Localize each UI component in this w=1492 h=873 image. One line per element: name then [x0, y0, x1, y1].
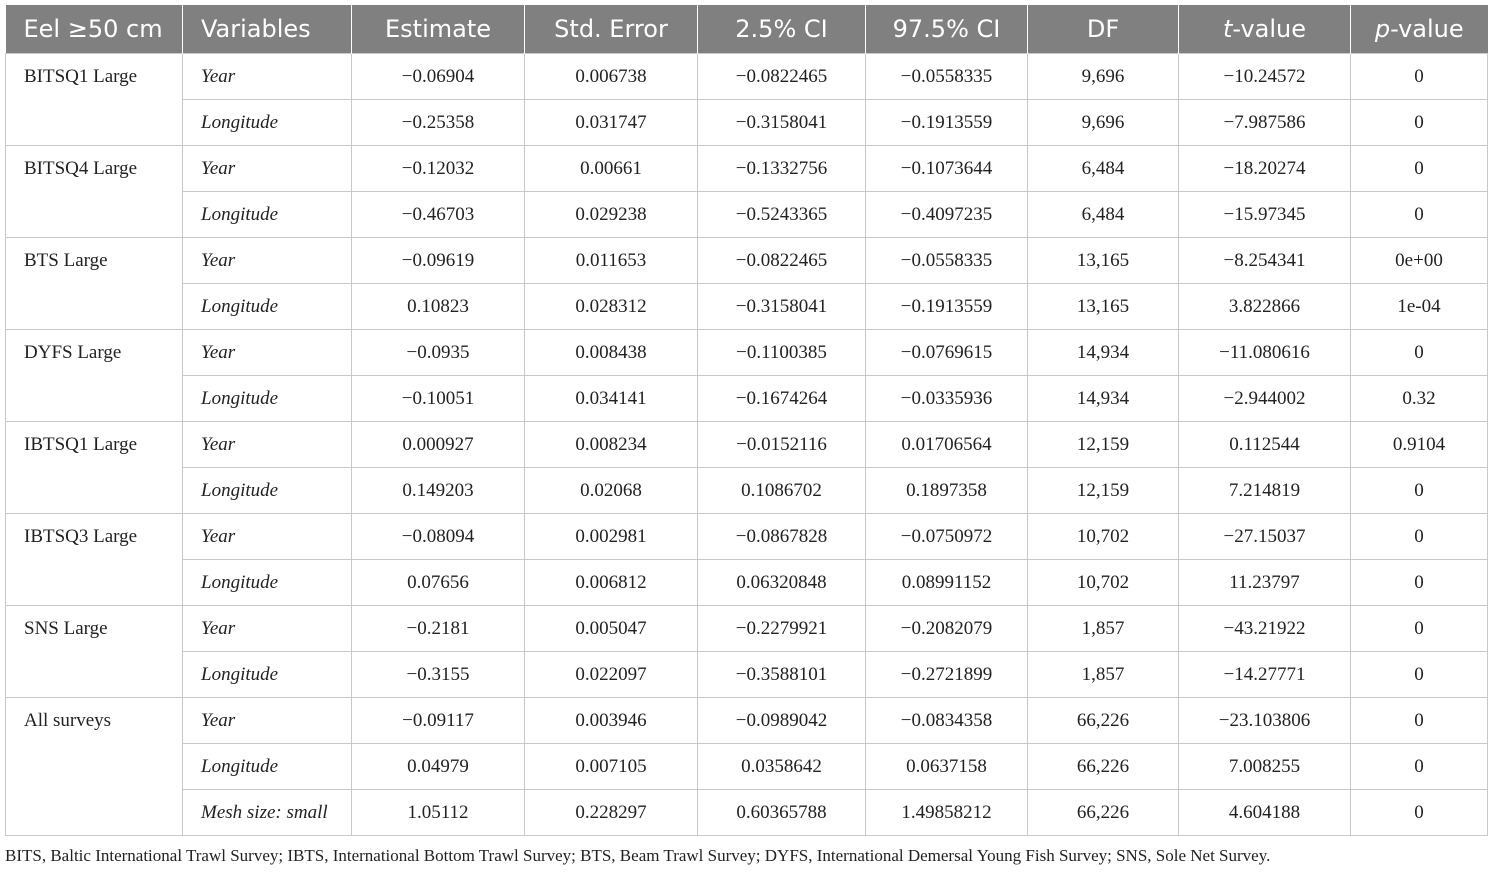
variable-cell: Longitude — [183, 652, 352, 698]
ci-low-cell: −0.1332756 — [698, 146, 866, 192]
df-cell: 14,934 — [1028, 376, 1179, 422]
df-cell: 9,696 — [1028, 100, 1179, 146]
estimate-cell: −0.09117 — [352, 698, 525, 744]
table-row — [6, 790, 1488, 836]
header-df: DF — [1028, 5, 1179, 54]
estimate-cell: −0.08094 — [352, 514, 525, 560]
estimate-cell: −0.06904 — [352, 54, 525, 100]
ci-high-cell: −0.0335936 — [866, 376, 1028, 422]
p-cell: 0 — [1351, 54, 1488, 100]
header-p-symbol: p — [1374, 15, 1391, 43]
std-error-cell: 0.008438 — [525, 330, 698, 376]
results-table-container — [5, 5, 1487, 836]
ci-low-cell: −0.3158041 — [698, 284, 866, 330]
t-cell: −27.15037 — [1179, 514, 1351, 560]
t-cell: −10.24572 — [1179, 54, 1351, 100]
table-row — [6, 146, 1488, 192]
group-label: DYFS Large — [6, 330, 183, 422]
std-error-cell: 0.02068 — [525, 468, 698, 514]
std-error-cell: 0.003946 — [525, 698, 698, 744]
ci-high-cell: −0.0750972 — [866, 514, 1028, 560]
df-cell: 10,702 — [1028, 514, 1179, 560]
ci-low-cell: −0.1100385 — [698, 330, 866, 376]
header-t-value — [1179, 5, 1351, 54]
table-row — [6, 744, 1488, 790]
std-error-cell: 0.228297 — [525, 790, 698, 836]
estimate-cell: −0.46703 — [352, 192, 525, 238]
t-cell: −8.254341 — [1179, 238, 1351, 284]
table-row — [6, 100, 1488, 146]
estimate-cell: −0.12032 — [352, 146, 525, 192]
ci-low-cell: −0.2279921 — [698, 606, 866, 652]
ci-low-cell: −0.0989042 — [698, 698, 866, 744]
estimate-cell: −0.3155 — [352, 652, 525, 698]
group-label: IBTSQ3 Large — [6, 514, 183, 606]
t-cell: −18.20274 — [1179, 146, 1351, 192]
ci-high-cell: −0.0769615 — [866, 330, 1028, 376]
p-cell: 0 — [1351, 652, 1488, 698]
header-t-symbol: t — [1223, 15, 1233, 43]
group-label: BITSQ4 Large — [6, 146, 183, 238]
df-cell: 13,165 — [1028, 284, 1179, 330]
ci-high-cell: −0.2082079 — [866, 606, 1028, 652]
std-error-cell: 0.006812 — [525, 560, 698, 606]
ci-high-cell: −0.4097235 — [866, 192, 1028, 238]
table-body — [6, 54, 1488, 836]
ci-high-cell: −0.0558335 — [866, 54, 1028, 100]
std-error-cell: 0.007105 — [525, 744, 698, 790]
ci-low-cell: −0.5243365 — [698, 192, 866, 238]
table-row — [6, 422, 1488, 468]
std-error-cell: 0.006738 — [525, 54, 698, 100]
header-row — [6, 5, 1488, 54]
df-cell: 13,165 — [1028, 238, 1179, 284]
t-cell: −23.103806 — [1179, 698, 1351, 744]
variable-cell: Longitude — [183, 744, 352, 790]
t-cell: 7.008255 — [1179, 744, 1351, 790]
t-cell: 7.214819 — [1179, 468, 1351, 514]
df-cell: 10,702 — [1028, 560, 1179, 606]
p-cell: 0.9104 — [1351, 422, 1488, 468]
p-cell: 0 — [1351, 744, 1488, 790]
std-error-cell: 0.002981 — [525, 514, 698, 560]
header-std-error: Std. Error — [525, 5, 698, 54]
variable-cell: Longitude — [183, 468, 352, 514]
df-cell: 66,226 — [1028, 744, 1179, 790]
t-cell: 4.604188 — [1179, 790, 1351, 836]
results-table — [5, 5, 1488, 836]
header-estimate: Estimate — [352, 5, 525, 54]
variable-cell: Year — [183, 514, 352, 560]
ci-low-cell: 0.60365788 — [698, 790, 866, 836]
p-cell: 0 — [1351, 100, 1488, 146]
variable-cell: Year — [183, 422, 352, 468]
std-error-cell: 0.022097 — [525, 652, 698, 698]
std-error-cell: 0.034141 — [525, 376, 698, 422]
variable-cell: Year — [183, 238, 352, 284]
t-cell: −43.21922 — [1179, 606, 1351, 652]
p-cell: 0 — [1351, 698, 1488, 744]
table-row — [6, 192, 1488, 238]
group-label: All surveys — [6, 698, 183, 836]
estimate-cell: −0.09619 — [352, 238, 525, 284]
t-cell: 11.23797 — [1179, 560, 1351, 606]
ci-high-cell: 0.01706564 — [866, 422, 1028, 468]
estimate-cell: 0.149203 — [352, 468, 525, 514]
ci-low-cell: −0.3158041 — [698, 100, 866, 146]
df-cell: 66,226 — [1028, 698, 1179, 744]
p-cell: 0 — [1351, 330, 1488, 376]
ci-low-cell: −0.0822465 — [698, 54, 866, 100]
df-cell: 66,226 — [1028, 790, 1179, 836]
p-cell: 1e-04 — [1351, 284, 1488, 330]
header-variables: Variables — [183, 5, 352, 54]
table-row — [6, 652, 1488, 698]
table-row — [6, 606, 1488, 652]
variable-cell: Longitude — [183, 192, 352, 238]
group-label: BTS Large — [6, 238, 183, 330]
ci-low-cell: 0.0358642 — [698, 744, 866, 790]
variable-cell: Mesh size: small — [183, 790, 352, 836]
df-cell: 6,484 — [1028, 192, 1179, 238]
table-row — [6, 54, 1488, 100]
header-group: Eel ≥50 cm — [6, 5, 183, 54]
ci-high-cell: 0.08991152 — [866, 560, 1028, 606]
variable-cell: Longitude — [183, 284, 352, 330]
variable-cell: Longitude — [183, 100, 352, 146]
std-error-cell: 0.029238 — [525, 192, 698, 238]
ci-low-cell: 0.1086702 — [698, 468, 866, 514]
p-cell: 0 — [1351, 514, 1488, 560]
p-cell: 0 — [1351, 192, 1488, 238]
ci-low-cell: −0.0822465 — [698, 238, 866, 284]
table-row — [6, 468, 1488, 514]
p-cell: 0 — [1351, 790, 1488, 836]
ci-low-cell: −0.0867828 — [698, 514, 866, 560]
p-cell: 0 — [1351, 468, 1488, 514]
header-ci-high: 97.5% CI — [866, 5, 1028, 54]
p-cell: 0.32 — [1351, 376, 1488, 422]
ci-low-cell: −0.1674264 — [698, 376, 866, 422]
ci-high-cell: 0.0637158 — [866, 744, 1028, 790]
table-row — [6, 284, 1488, 330]
p-cell: 0e+00 — [1351, 238, 1488, 284]
header-ci-low: 2.5% CI — [698, 5, 866, 54]
df-cell: 6,484 — [1028, 146, 1179, 192]
group-label: IBTSQ1 Large — [6, 422, 183, 514]
p-cell: 0 — [1351, 560, 1488, 606]
df-cell: 12,159 — [1028, 422, 1179, 468]
header-t-suffix: -value — [1232, 15, 1306, 43]
df-cell: 1,857 — [1028, 652, 1179, 698]
ci-high-cell: −0.2721899 — [866, 652, 1028, 698]
ci-high-cell: 0.1897358 — [866, 468, 1028, 514]
p-cell: 0 — [1351, 146, 1488, 192]
ci-low-cell: −0.3588101 — [698, 652, 866, 698]
estimate-cell: −0.25358 — [352, 100, 525, 146]
table-row — [6, 330, 1488, 376]
ci-high-cell: −0.1913559 — [866, 284, 1028, 330]
t-cell: −14.27771 — [1179, 652, 1351, 698]
ci-high-cell: −0.0834358 — [866, 698, 1028, 744]
group-label: BITSQ1 Large — [6, 54, 183, 146]
ci-low-cell: −0.0152116 — [698, 422, 866, 468]
estimate-cell: 1.05112 — [352, 790, 525, 836]
std-error-cell: 0.00661 — [525, 146, 698, 192]
p-cell: 0 — [1351, 606, 1488, 652]
ci-high-cell: −0.1913559 — [866, 100, 1028, 146]
ci-low-cell: 0.06320848 — [698, 560, 866, 606]
table-footnote: BITS, Baltic International Trawl Survey; IBTS, International Bottom Trawl Survey; BTS, Beam Trawl Survey; DYFS, International Demersal Young Fish Survey; SNS, Sole Net Survey. — [5, 846, 1271, 865]
variable-cell: Year — [183, 146, 352, 192]
variable-cell: Year — [183, 606, 352, 652]
t-cell: −15.97345 — [1179, 192, 1351, 238]
std-error-cell: 0.011653 — [525, 238, 698, 284]
estimate-cell: −0.0935 — [352, 330, 525, 376]
std-error-cell: 0.008234 — [525, 422, 698, 468]
ci-high-cell: −0.0558335 — [866, 238, 1028, 284]
t-cell: −7.987586 — [1179, 100, 1351, 146]
ci-high-cell: 1.49858212 — [866, 790, 1028, 836]
table-row — [6, 698, 1488, 744]
df-cell: 12,159 — [1028, 468, 1179, 514]
std-error-cell: 0.028312 — [525, 284, 698, 330]
std-error-cell: 0.005047 — [525, 606, 698, 652]
df-cell: 1,857 — [1028, 606, 1179, 652]
variable-cell: Year — [183, 54, 352, 100]
estimate-cell: 0.04979 — [352, 744, 525, 790]
t-cell: −11.080616 — [1179, 330, 1351, 376]
estimate-cell: 0.10823 — [352, 284, 525, 330]
variable-cell: Year — [183, 330, 352, 376]
estimate-cell: 0.07656 — [352, 560, 525, 606]
ci-high-cell: −0.1073644 — [866, 146, 1028, 192]
estimate-cell: 0.000927 — [352, 422, 525, 468]
df-cell: 14,934 — [1028, 330, 1179, 376]
header-p-value — [1351, 5, 1488, 54]
table-row — [6, 560, 1488, 606]
table-row — [6, 376, 1488, 422]
variable-cell: Longitude — [183, 376, 352, 422]
t-cell: −2.944002 — [1179, 376, 1351, 422]
group-label: SNS Large — [6, 606, 183, 698]
variable-cell: Year — [183, 698, 352, 744]
table-row — [6, 514, 1488, 560]
t-cell: 0.112544 — [1179, 422, 1351, 468]
estimate-cell: −0.2181 — [352, 606, 525, 652]
df-cell: 9,696 — [1028, 54, 1179, 100]
table-row — [6, 238, 1488, 284]
header-p-suffix: -value — [1390, 15, 1464, 43]
std-error-cell: 0.031747 — [525, 100, 698, 146]
estimate-cell: −0.10051 — [352, 376, 525, 422]
variable-cell: Longitude — [183, 560, 352, 606]
t-cell: 3.822866 — [1179, 284, 1351, 330]
